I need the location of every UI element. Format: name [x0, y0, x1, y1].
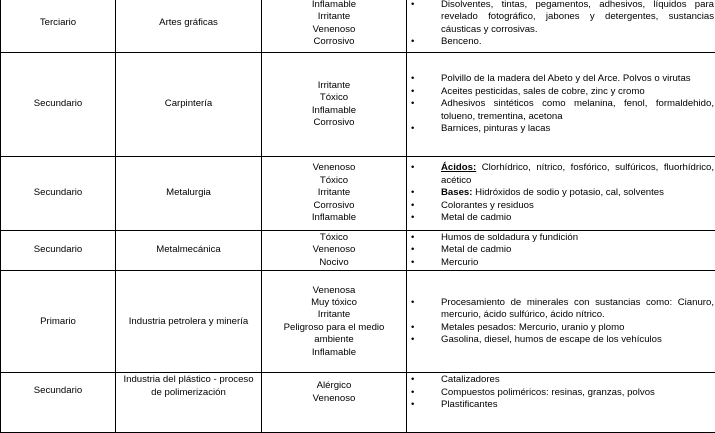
agents-cell — [407, 373, 715, 433]
risk-text: Inflamable — [266, 0, 402, 11]
activity-cell — [116, 53, 262, 157]
table-row — [1, 53, 715, 157]
activity-cell — [116, 0, 262, 53]
risk-text: Peligroso para el medio — [266, 322, 402, 334]
agent-item — [411, 187, 714, 199]
risk-cell — [262, 231, 407, 271]
sector-text: Terciario — [40, 17, 76, 28]
agents-cell — [407, 0, 715, 53]
risk-text: Inflamable — [266, 347, 402, 359]
risk-cell — [262, 373, 407, 433]
risk-text: Tóxico — [266, 92, 402, 104]
agents-list — [411, 162, 714, 224]
sector-text: Primario — [40, 316, 76, 327]
risk-text: Venenosa — [266, 285, 402, 297]
table-body — [1, 0, 715, 433]
agent-item: • Compuestos poliméricos: resinas, granzas, polvos — [411, 387, 714, 399]
activity-text: Artes gráficas — [120, 17, 257, 29]
agent-item: • Procesamiento de minerales con sustancias como: Cianuro, mercurio, ácido sulfúrico, ácido nítrico. — [411, 297, 714, 322]
agent-label: Ácidos: — [441, 162, 476, 173]
table-row — [1, 231, 715, 271]
risk-text: Irritante — [266, 309, 402, 321]
agents-cell — [407, 157, 715, 231]
agent-text: Clorhídrico, nítrico, fosfórico, sulfúricos, fluorhídrico, acético — [441, 162, 714, 185]
sector-text: Secundario — [34, 385, 83, 396]
agent-item: • Catalizadores — [411, 374, 714, 386]
risk-text: Muy tóxico — [266, 297, 402, 309]
agent-item: • Polvillo de la madera del Abeto y del Arce. Polvos o virutas — [411, 73, 714, 85]
risk-cell — [262, 157, 407, 231]
agents-list — [411, 297, 714, 347]
sector-cell — [1, 53, 116, 157]
table-row — [1, 373, 715, 433]
risk-text: Inflamable — [266, 105, 402, 117]
agent-item: • Gasolina, diesel, humos de escape de los vehículos — [411, 334, 714, 346]
agent-label: Bases: — [441, 187, 472, 198]
activity-text: Metalurgia — [120, 187, 257, 199]
risk-text: Venenoso — [266, 244, 402, 256]
agent-item: • Metal de cadmio — [411, 244, 714, 256]
activity-text: de polimerización — [120, 387, 257, 399]
sector-cell — [1, 231, 116, 271]
activity-text: Industria petrolera y minería — [120, 316, 257, 328]
risk-text: Venenoso — [266, 24, 402, 36]
agent-text: Hidróxidos de sodio y potasio, cal, solventes — [472, 187, 663, 198]
sector-cell — [1, 0, 116, 53]
agent-item: • Plastificantes — [411, 399, 714, 411]
agents-list — [411, 0, 714, 48]
activity-text: Carpintería — [120, 98, 257, 110]
risk-cell — [262, 271, 407, 373]
risk-text: Tóxico — [266, 175, 402, 187]
sector-cell — [1, 271, 116, 373]
risk-text: Alérgico — [266, 380, 402, 392]
agents-cell — [407, 271, 715, 373]
risk-text: Venenoso — [266, 162, 402, 174]
risk-text: Irritante — [266, 80, 402, 92]
agent-item: • Mercurio — [411, 257, 714, 269]
sector-text: Secundario — [34, 244, 83, 255]
risk-text: Inflamable — [266, 212, 402, 224]
risk-text: Irritante — [266, 187, 402, 199]
agent-item — [411, 162, 714, 187]
risk-text: Venenoso — [266, 393, 402, 405]
agent-item: • Benceno. — [411, 36, 714, 48]
sector-cell — [1, 157, 116, 231]
activity-cell — [116, 373, 262, 433]
agents-cell — [407, 53, 715, 157]
table-row — [1, 157, 715, 231]
agent-item: • Barnices, pinturas y lacas — [411, 123, 714, 135]
sector-text: Secundario — [34, 187, 83, 198]
agent-item: • Adhesivos sintéticos como melanina, fenol, formaldehido, tolueno, trementina, acetona — [411, 98, 714, 123]
agents-list — [411, 73, 714, 135]
risk-text: Nocivo — [266, 257, 402, 269]
risk-cell — [262, 53, 407, 157]
sector-cell — [1, 373, 116, 433]
risk-text: ambiente — [266, 334, 402, 346]
table-row — [1, 0, 715, 53]
agents-cell — [407, 231, 715, 271]
activity-text: Industria del plástico - proceso — [120, 374, 257, 386]
agent-item: • Colorantes y residuos — [411, 200, 714, 212]
activity-cell — [116, 157, 262, 231]
agents-list — [411, 374, 714, 411]
agent-item: • Disolventes, tintas, pegamentos, adhesivos, líquidos para revelado fotográfico, jabones y detergentes, sustancias cáusticas y corrosivas. — [411, 0, 714, 36]
risk-text: Corrosivo — [266, 117, 402, 129]
table-row — [1, 271, 715, 373]
agent-item: • Aceites pesticidas, sales de cobre, zinc y cromo — [411, 86, 714, 98]
risk-text: Tóxico — [266, 232, 402, 244]
agent-item: • Metales pesados: Mercurio, uranio y plomo — [411, 322, 714, 334]
risk-text: Corrosivo — [266, 200, 402, 212]
risk-text: Irritante — [266, 11, 402, 23]
activity-cell — [116, 231, 262, 271]
sector-text: Secundario — [34, 98, 83, 109]
risk-text: Corrosivo — [266, 36, 402, 48]
activity-text: Metalmecánica — [120, 244, 257, 256]
agents-list — [411, 232, 714, 269]
activity-cell — [116, 271, 262, 373]
risk-cell — [262, 0, 407, 53]
agent-item: • Humos de soldadura y fundición — [411, 232, 714, 244]
agent-item: • Metal de cadmio — [411, 212, 714, 224]
